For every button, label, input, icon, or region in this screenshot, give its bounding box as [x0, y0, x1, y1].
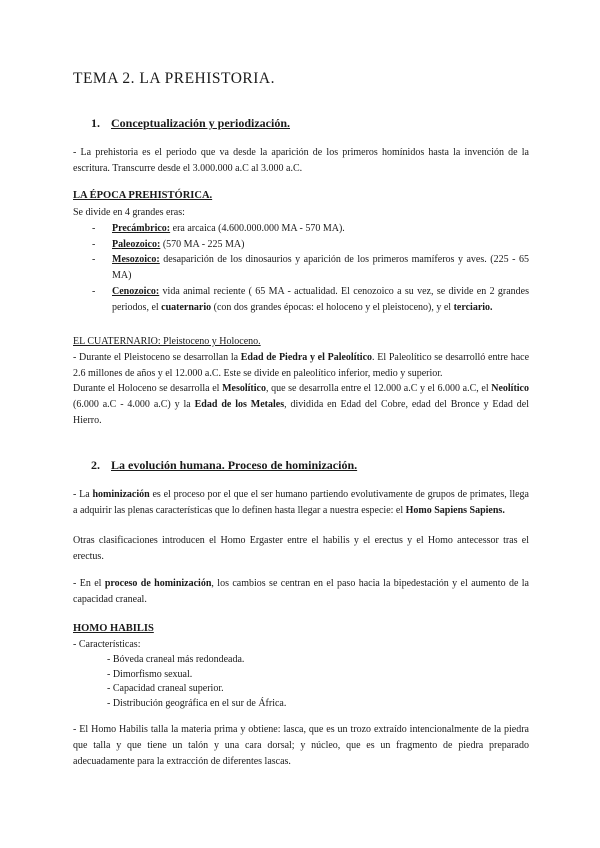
text-run: - Durante el Pleistoceno se desarrollan la — [73, 351, 241, 363]
era-item — [92, 221, 529, 237]
text-run: es el proceso por el que el ser humano partiendo evolutivamente de grupos de primates, llega a adquirir las plenas características que lo definen hasta llegar a nuestra especie: el — [73, 489, 529, 516]
era-name: Mesozoico: — [112, 254, 160, 266]
era-name: Precámbrico: — [112, 222, 171, 234]
text-run: Durante el Holoceno se desarrolla el — [73, 383, 223, 395]
bold-run: Neolítico — [491, 383, 529, 395]
section-1-number: 1. — [91, 116, 100, 130]
bold-run: Mesolítico — [222, 383, 266, 395]
habilis-heading: HOMO HABILIS — [73, 623, 154, 634]
text-run: - La — [73, 489, 93, 500]
section-1-title: Conceptualización y periodización. — [111, 116, 290, 130]
era-bold: terciario. — [453, 301, 493, 313]
era-item — [92, 284, 529, 316]
era-item — [92, 237, 529, 253]
section-2-title: La evolución humana. Proceso de hominización. — [111, 458, 358, 472]
era-text: (con dos grandes épocas: el holoceno y el pleistoceno), y el — [211, 301, 454, 313]
bold-run: Edad de Piedra y el Paleolítico — [240, 351, 373, 363]
section-1-heading — [91, 116, 290, 131]
cuaternario-block — [73, 334, 529, 429]
era-text: vida animal reciente ( 65 MA - actualidad. El cenozoico a su vez, se divide en 2 grandes periodos, el — [112, 285, 529, 313]
hominizacion-paragraph — [73, 487, 529, 519]
eras-list — [92, 221, 529, 316]
text-run: (6.000 a.C - 4.000 a.C) y la — [73, 399, 195, 411]
text-run: , que se desarrolla entre el 12.000 a.C y el 6.000 a.C, el — [265, 383, 492, 395]
era-text: (570 MA - 225 MA) — [160, 238, 245, 250]
bold-run: proceso de hominización — [104, 578, 212, 589]
bold-run: Homo Sapiens Sapiens. — [405, 504, 505, 516]
holoceno-paragraph — [73, 381, 529, 428]
text-run: - En el — [73, 578, 105, 589]
bold-run: Edad de los Metales — [194, 399, 285, 411]
section-2-heading — [91, 458, 357, 473]
page-title: TEMA 2. LA PREHISTORIA. — [73, 70, 275, 87]
bold-run: hominización — [92, 489, 150, 500]
era-name: Cenozoico: — [112, 285, 160, 297]
era-item — [92, 252, 529, 284]
feature-item: - Dimorfismo sexual. — [107, 668, 193, 680]
text-run: , los cambios se centran en el paso hacia la bipedestación y el aumento de la capacidad craneal. — [73, 578, 529, 605]
clasificaciones-paragraph: Otras clasificaciones introducen el Homo Ergaster entre el habilis y el erectus y el Homo antecessor tras el erectus. — [73, 535, 529, 562]
habilis-features — [107, 653, 286, 711]
habilis-paragraph: - El Homo Habilis talla la materia prima y obtiene: lasca, que es un trozo extraído intencionalmente de la piedra que talla y que tiene un talón y una cara dorsal; y núcleo, que es un fragmento de piedra preparado adecuadamente para la extracción de diferentes lascas. — [73, 724, 529, 767]
epoca-heading: LA ÉPOCA PREHISTÓRICA. — [73, 190, 213, 201]
pleistoceno-paragraph — [73, 350, 529, 382]
feature-item: - Distribución geográfica en el sur de África. — [107, 697, 287, 709]
section-2-number: 2. — [91, 458, 100, 472]
era-text: desaparición de los dinosaurios y aparición de los primeros mamíferos y aves. (225 - 65 MA) — [112, 254, 529, 282]
proceso-paragraph — [73, 576, 529, 608]
text-run: , dividida en Edad del Cobre, edad del Bronce y Edad del Hierro. — [73, 399, 529, 426]
feature-item: - Capacidad craneal superior. — [107, 683, 224, 695]
cuaternario-heading: EL CUATERNARIO: Pleistoceno y Holoceno. — [73, 336, 261, 347]
era-text: era arcaica (4.600.000.000 MA - 570 MA). — [170, 222, 345, 234]
era-bold: cuaternario — [161, 301, 212, 313]
habilis-lead: - Características: — [73, 639, 141, 650]
intro-paragraph: - La prehistoria es el periodo que va desde la aparición de los primeros homínidos hasta la invención de la escritura. Transcurre desde el 3.000.000 a.C al 3.000 a.C. — [73, 147, 529, 174]
era-name: Paleozoico: — [112, 238, 161, 250]
text-run: . El Paleolítico se desarrolló entre hace 2.6 millones de años y el 12.000 a.C. Este se divide en paleolítico inferior, medio y superior. — [73, 351, 530, 379]
eras-lead: Se divide en 4 grandes eras: — [73, 207, 185, 218]
feature-item: - Bóveda craneal más redondeada. — [107, 654, 245, 665]
eras-block — [73, 205, 529, 316]
